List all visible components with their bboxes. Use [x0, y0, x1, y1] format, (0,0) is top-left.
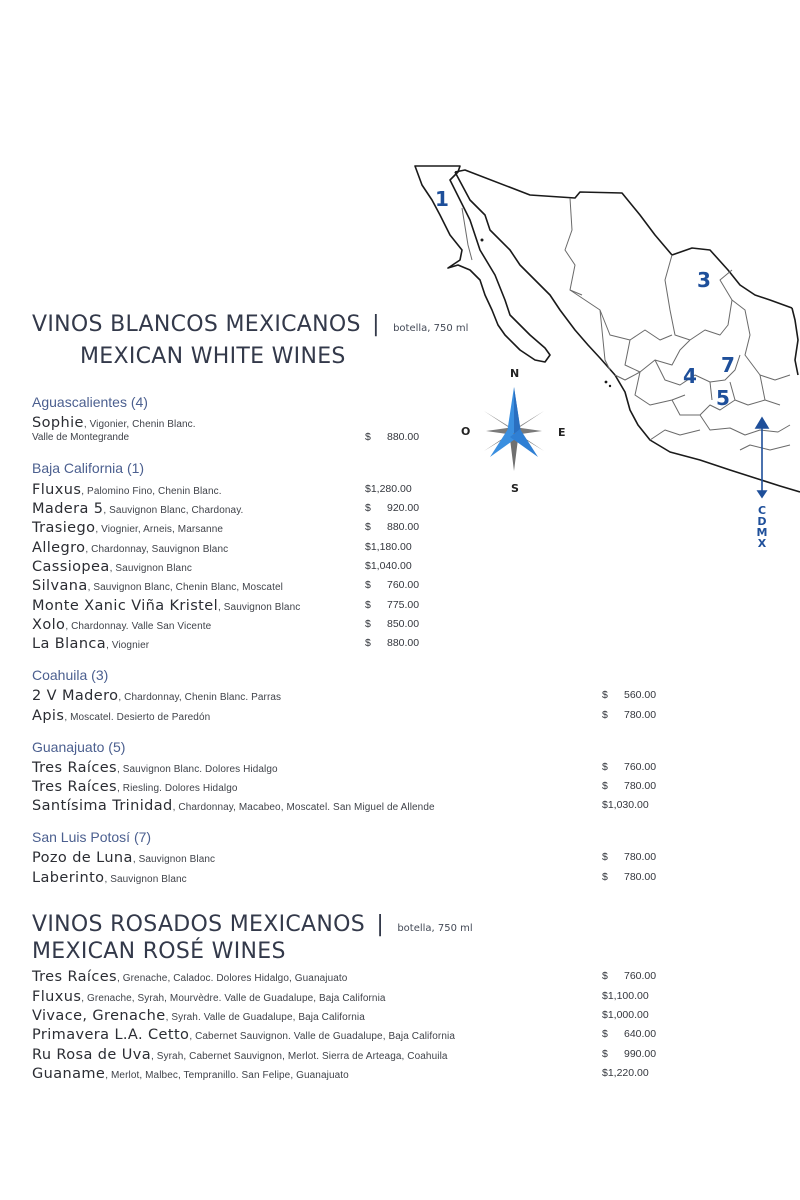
wine-price [602, 1025, 656, 1044]
currency-symbol: $ [602, 709, 608, 721]
price-amount: $1,100.00 [602, 990, 649, 1002]
wine-price [365, 596, 419, 615]
wine-name: Monte Xanic Viña Kristel [32, 598, 219, 614]
wine-name: Santísima Trinidad [32, 798, 173, 814]
wine-row [32, 596, 300, 615]
wine-row [32, 615, 211, 634]
white-title-es: VINOS BLANCOS MEXICANOS [32, 312, 361, 337]
price-amount: 760.00 [624, 970, 657, 982]
wine-name: La Blanca [32, 636, 107, 652]
price-amount: 640.00 [624, 1028, 657, 1040]
wine-price [602, 868, 656, 887]
wine-description: , Chardonnay, Sauvignon Blanc [85, 544, 229, 555]
compass-north: N [510, 367, 520, 380]
currency-symbol: $ [602, 761, 608, 773]
wine-name: Vivace, Grenache [32, 1008, 166, 1024]
currency-symbol: $ [602, 871, 608, 883]
wine-description: , Sauvignon Blanc [104, 874, 187, 885]
wine-description: , Sauvignon Blanc [218, 602, 301, 613]
wine-name: Fluxus [32, 989, 82, 1005]
wine-price [365, 480, 412, 499]
wine-row [32, 499, 243, 518]
wine-row [32, 868, 187, 887]
wine-origin: Valle de Montegrande [32, 432, 130, 443]
wine-description: , Palomino Fino, Chenin Blanc. [81, 486, 222, 497]
compass-south: S [511, 482, 519, 495]
wine-name: Tres Raíces [32, 969, 117, 985]
wine-price [602, 848, 656, 867]
region-heading-baja-california: Baja California (1) [32, 460, 145, 476]
compass-rose-icon [474, 385, 554, 475]
wine-name: Sophie [32, 415, 84, 431]
wine-description: , Cabernet Sauvignon. Valle de Guadalupe, Baja California [189, 1031, 455, 1042]
price-amount: 780.00 [624, 851, 657, 863]
wine-row [32, 1045, 448, 1064]
cdmx-letter: M [756, 526, 768, 539]
price-amount: 560.00 [624, 689, 657, 701]
bottle-size-note: botella, 750 ml [397, 923, 473, 934]
wine-row [32, 777, 238, 796]
wine-name: Cassiopea [32, 559, 110, 575]
region-heading-san-luis-potosi: San Luis Potosí (7) [32, 829, 152, 845]
currency-symbol: $ [365, 637, 371, 649]
mexico-map [410, 160, 800, 500]
wine-row [32, 413, 196, 432]
wine-row [32, 1006, 365, 1025]
cdmx-letter: X [757, 537, 767, 550]
price-amount: $1,030.00 [602, 799, 649, 811]
wine-price [602, 1045, 656, 1064]
wine-row [32, 848, 215, 867]
wine-name: Apis [32, 708, 65, 724]
price-amount: 990.00 [624, 1048, 657, 1060]
currency-symbol: $ [602, 1048, 608, 1060]
wine-description: , Sauvignon Blanc [132, 854, 216, 865]
currency-symbol: $ [365, 521, 371, 533]
wine-row [32, 557, 192, 576]
currency-symbol: $ [365, 599, 371, 611]
wine-price [602, 706, 656, 725]
wine-row [32, 634, 149, 653]
wine-row [32, 758, 278, 777]
wine-price [602, 758, 656, 777]
map-label-aguascalientes: 4 [683, 364, 697, 388]
rose-wines-title [32, 912, 473, 937]
wine-row [32, 686, 281, 705]
wine-price [365, 634, 419, 653]
price-amount: $1,040.00 [365, 560, 412, 572]
price-amount: $1,000.00 [602, 1009, 649, 1021]
price-amount: 880.00 [387, 521, 420, 533]
wine-row [32, 967, 347, 986]
price-amount: 920.00 [387, 502, 420, 514]
currency-symbol: $ [602, 780, 608, 792]
price-amount: $1,180.00 [365, 541, 412, 553]
price-amount: $1,220.00 [602, 1067, 649, 1079]
price-amount: 780.00 [624, 871, 657, 883]
currency-symbol: $ [365, 618, 371, 630]
cdmx-letter: C [757, 504, 767, 517]
wine-description: , Chardonnay, Macabeo, Moscatel. San Miguel de Allende [172, 802, 435, 813]
white-wines-title [32, 312, 468, 337]
cdmx-label [755, 505, 769, 549]
price-amount: 850.00 [387, 618, 420, 630]
wine-description: , Sauvignon Blanc, Chardonay. [103, 505, 244, 516]
wine-price [602, 1006, 649, 1025]
wine-row [32, 987, 386, 1006]
white-wines-title-en: MEXICAN WHITE WINES [80, 344, 346, 369]
wine-name: Allegro [32, 540, 86, 556]
wine-price [602, 796, 649, 815]
compass-east: E [558, 426, 566, 439]
wine-name: Guaname [32, 1066, 106, 1082]
wine-price [365, 428, 419, 447]
wine-price [602, 967, 656, 986]
wine-name: Xolo [32, 617, 66, 633]
currency-symbol: $ [365, 579, 371, 591]
wine-description: , Grenache, Syrah, Mourvèdre. Valle de Guadalupe, Baja California [81, 993, 386, 1004]
wine-description: , Syrah. Valle de Guadalupe, Baja California [165, 1012, 365, 1023]
wine-row [32, 538, 228, 557]
currency-symbol: $ [602, 1028, 608, 1040]
wine-price [602, 777, 656, 796]
bottle-size-note: botella, 750 ml [393, 323, 469, 334]
wine-description: , Sauvignon Blanc, Chenin Blanc, Moscatel [87, 582, 283, 593]
wine-price [365, 538, 412, 557]
wine-name: Silvana [32, 578, 88, 594]
wine-row [32, 480, 222, 499]
wine-price [365, 499, 419, 518]
wine-description: , Chardonnay. Valle San Vicente [65, 621, 212, 632]
currency-symbol: $ [365, 502, 371, 514]
wine-description: , Viognier, Arneis, Marsanne [95, 524, 224, 535]
wine-description: , Viognier [106, 640, 150, 651]
wine-price [602, 1064, 649, 1083]
wine-description: , Syrah, Cabernet Sauvignon, Merlot. Sierra de Arteaga, Coahuila [150, 1051, 448, 1062]
wine-name: Tres Raíces [32, 760, 117, 776]
currency-symbol: $ [602, 689, 608, 701]
wine-description: , Grenache, Caladoc. Dolores Hidalgo, Guanajuato [116, 973, 348, 984]
wine-price [365, 615, 419, 634]
wine-price [365, 576, 419, 595]
wine-description: , Chardonnay, Chenin Blanc. Parras [118, 692, 282, 703]
wine-row [32, 1064, 349, 1083]
map-label-guanajuato: 5 [716, 386, 730, 410]
price-amount: 780.00 [624, 709, 657, 721]
wine-description: , Vigonier, Chenin Blanc. [83, 419, 196, 430]
map-label-baja-california: 1 [435, 187, 449, 211]
rose-title-es: VINOS ROSADOS MEXICANOS [32, 912, 366, 937]
rose-wines-title-en: MEXICAN ROSÉ WINES [32, 939, 286, 964]
currency-symbol: $ [365, 431, 371, 443]
currency-symbol: $ [602, 851, 608, 863]
price-amount: $1,280.00 [365, 483, 412, 495]
compass-west: O [461, 425, 471, 438]
price-amount: 775.00 [387, 599, 420, 611]
wine-description: , Sauvignon Blanc [109, 563, 192, 574]
wine-description: , Sauvignon Blanc. Dolores Hidalgo [116, 764, 278, 775]
wine-price [365, 557, 412, 576]
wine-name: Tres Raíces [32, 779, 117, 795]
cdmx-letter: D [757, 515, 767, 528]
wine-name: Pozo de Luna [32, 850, 133, 866]
currency-symbol: $ [602, 970, 608, 982]
wine-name: Madera 5 [32, 501, 104, 517]
price-amount: 760.00 [624, 761, 657, 773]
region-heading-guanajuato: Guanajuato (5) [32, 739, 126, 755]
wine-name: Laberinto [32, 870, 105, 886]
wine-row [32, 1025, 455, 1044]
wine-row [32, 576, 283, 595]
title-separator: | [372, 312, 380, 337]
wine-name: Fluxus [32, 482, 82, 498]
wine-price [365, 518, 419, 537]
price-amount: 880.00 [387, 637, 420, 649]
wine-price [602, 686, 656, 705]
wine-description: , Merlot, Malbec, Tempranillo. San Felipe, Guanajuato [105, 1070, 349, 1081]
wine-description: , Riesling. Dolores Hidalgo [116, 783, 238, 794]
wine-description: , Moscatel. Desierto de Paredón [64, 712, 211, 723]
wine-row [32, 796, 435, 815]
price-amount: 780.00 [624, 780, 657, 792]
region-heading-aguascalientes: Aguascalientes (4) [32, 394, 148, 410]
wine-name: Ru Rosa de Uva [32, 1047, 151, 1063]
price-amount: 760.00 [387, 579, 420, 591]
wine-price [602, 987, 649, 1006]
map-label-coahuila: 3 [697, 268, 711, 292]
map-label-san-luis-potosi: 7 [721, 353, 735, 377]
wine-name: Trasiego [32, 520, 96, 536]
wine-row [32, 706, 210, 725]
price-amount: 880.00 [387, 431, 420, 443]
wine-name: 2 V Madero [32, 688, 119, 704]
region-heading-coahuila: Coahuila (3) [32, 667, 109, 683]
title-separator: | [376, 912, 385, 937]
wine-name: Primavera L.A. Cetto [32, 1027, 190, 1043]
wine-row [32, 518, 223, 537]
